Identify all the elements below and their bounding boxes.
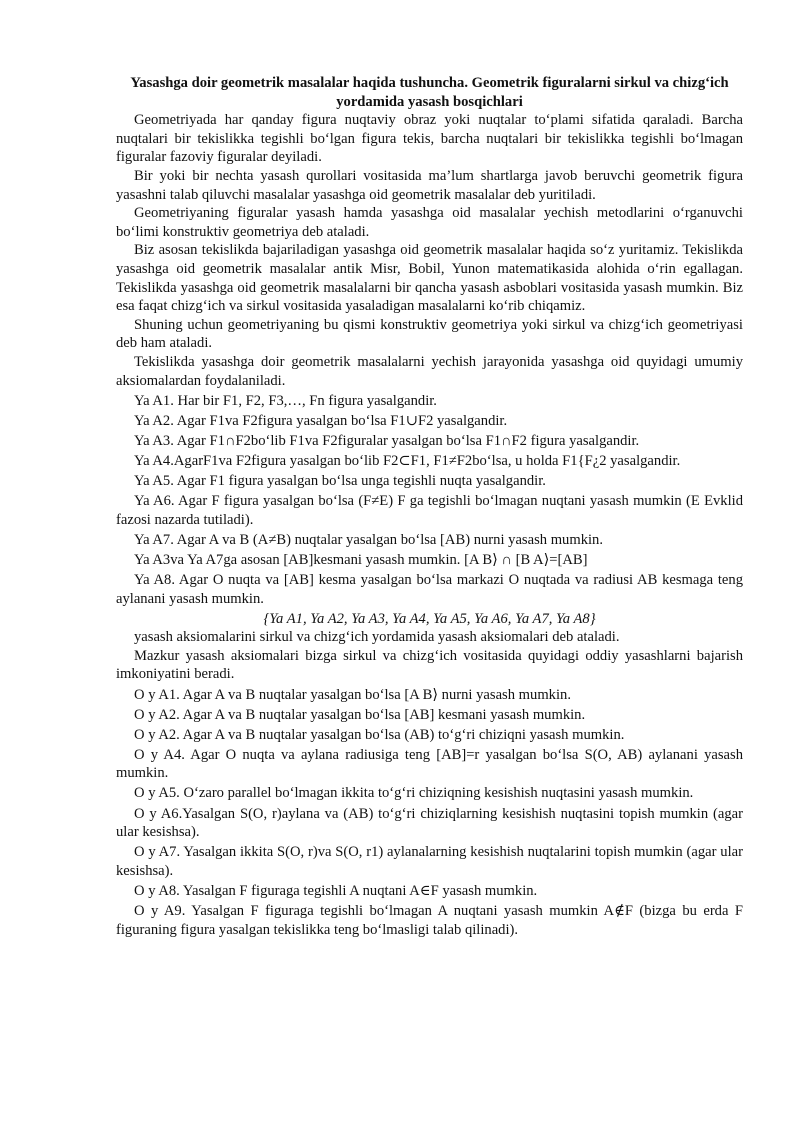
paragraph: Bir yoki bir nechta yasash qurollari vositasida ma’lum shartlarga javob beruvchi geometrik figura yasashni talab qiluvchi masalalar yasashga oid geometrik masalalar deb yuritiladi. bbox=[116, 167, 743, 203]
axiom-item: Ya A1. Har bir F1, F2, F3,…, Fn figura yasalgandir. bbox=[134, 392, 437, 409]
axiom-item: Ya A7. Agar A va B (A≠B) nuqtalar yasalgan bo‘lsa [AB) nurni yasash mumkin. bbox=[134, 531, 604, 548]
paragraph: Geometriyaning figuralar yasash hamda yasashga oid masalalar yechish metodlarini o‘rganuvchi bo‘limi konstruktiv geometriya deb ataladi. bbox=[116, 205, 743, 240]
axiom-item: Ya A5. Agar F1 figura yasalgan bo‘lsa unga tegishli nuqta yasalgandir. bbox=[134, 472, 546, 489]
axiom-item: Ya A8. Agar O nuqta va [AB] kesma yasalgan bo‘lsa markazi O nuqtada va radiusi AB kesmaga teng aylanani yasash mumkin. bbox=[116, 571, 743, 607]
construction-item: O y A4. Agar O nuqta va aylana radiusiga teng [AB]=r yasalgan bo‘lsa S(O, AB) aylanani yasash mumkin. bbox=[116, 746, 743, 782]
construction-item: O y A5. O‘zaro parallel bo‘lmagan ikkita to‘g‘ri chiziqning kesishish nuqtasini yasash mumkin. bbox=[134, 785, 694, 802]
construction-item: O y A2. Agar A va B nuqtalar yasalgan bo‘lsa (AB) to‘g‘ri chiziqni yasash mumkin. bbox=[134, 726, 625, 743]
paragraph: Shuning uchun geometriyaning bu qismi konstruktiv geometriya yoki sirkul va chizg‘ich geometriyasi deb ham ataladi. bbox=[116, 316, 743, 352]
construction-item: O y A8. Yasalgan F figuraga tegishli A nuqtani A∈F yasash mumkin. bbox=[134, 882, 538, 899]
construction-item: O y A1. Agar A va B nuqtalar yasalgan bo‘lsa [A B⟩ nurni yasash mumkin. bbox=[134, 686, 571, 703]
paragraph: Biz asosan tekislikda bajariladigan yasashga oid geometrik masalalar haqida so‘z yuritamiz. Tekislikda yasashga oid geometrik masalalar antik Misr, Bobil, Yunon matematikasida alohida o‘rin egallagan. Tekislikda yasashga oid geometrik masalalarni bir qancha yasash asboblari vositasida yasash mumkin. Biz esa faqat chizg‘ich va sirkul vositasida yasaladigan masalalarni ko‘rib chiqamiz. bbox=[116, 242, 743, 315]
construction-item: O y A2. Agar A va B nuqtalar yasalgan bo‘lsa [AB] kesmani yasash mumkin. bbox=[134, 706, 586, 723]
paragraph: yasash aksiomalarini sirkul va chizg‘ich yordamida yasash aksiomalari deb ataladi. bbox=[134, 629, 620, 646]
axiom-item: Ya A3va Ya A7ga asosan [AB]kesmani yasash mumkin. [A B⟩ ∩ [B A⟩=[AB] bbox=[134, 551, 588, 568]
axiom-item: Ya A6. Agar F figura yasalgan bo‘lsa (F≠E) F ga tegishli bo‘lmagan nuqtani yasash mumkin (E Evklid fazosi nazarda tutiladi). bbox=[116, 493, 743, 528]
axiom-set-formula: {Ya A1, Ya A2, Ya A3, Ya A4, Ya A5, Ya A6, Ya A7, Ya A8} bbox=[263, 610, 596, 627]
construction-item: O y A7. Yasalgan ikkita S(O, r)va S(O, r1) aylanalarning kesishish nuqtalarini topish mumkin (agar ular kesishsa). bbox=[116, 844, 743, 879]
paragraph: Geometriyada har qanday figura nuqtaviy obraz yoki nuqtalar to‘plami sifatida qaraladi. Barcha nuqtalari bir tekislikka tegishli bo‘lgan figura tekis, barcha nuqtalari bir tekislikka tegishli bo‘lmagan figuralar fazoviy figuralar deyiladi. bbox=[116, 112, 743, 166]
axiom-item: Ya A3. Agar F1∩F2bo‘lib F1va F2figuralar yasalgan bo‘lsa F1∩F2 figura yasalgandir. bbox=[134, 432, 640, 449]
paragraph: Tekislikda yasashga doir geometrik masalalarni yechish jarayonida yasashga oid quyidagi umumiy aksiomalardan foydalaniladi. bbox=[116, 353, 743, 389]
construction-item: O y A6.Yasalgan S(O, r)aylana va (AB) to‘g‘ri chiziqlarning kesishish nuqtasini topish mumkin (agar ular kesishsa). bbox=[116, 805, 743, 841]
document-title: Yasashga doir geometrik masalalar haqida tushuncha. Geometrik figuralarni sirkul va chizg‘ich yordamida yasash bosqichlari bbox=[130, 75, 729, 110]
construction-item: O y A9. Yasalgan F figuraga tegishli bo‘lmagan A nuqtani yasash mumkin A∉F (bizga bu erda F figuraning figura yasalgan tekislikka teng bo‘lmasligi talab qilinadi). bbox=[116, 903, 743, 938]
axiom-item: Ya A2. Agar F1va F2figura yasalgan bo‘lsa F1∪F2 yasalgandir. bbox=[134, 412, 508, 429]
axiom-item: Ya A4.AgarF1va F2figura yasalgan bo‘lib F2⊂F1, F1≠F2bo‘lsa, u holda F1{F¿2 yasalgandir. bbox=[134, 452, 681, 469]
paragraph: Mazkur yasash aksiomalari bizga sirkul va chizg‘ich vositasida quyidagi oddiy yasashlarni bajarish imkoniyatini beradi. bbox=[116, 647, 743, 683]
